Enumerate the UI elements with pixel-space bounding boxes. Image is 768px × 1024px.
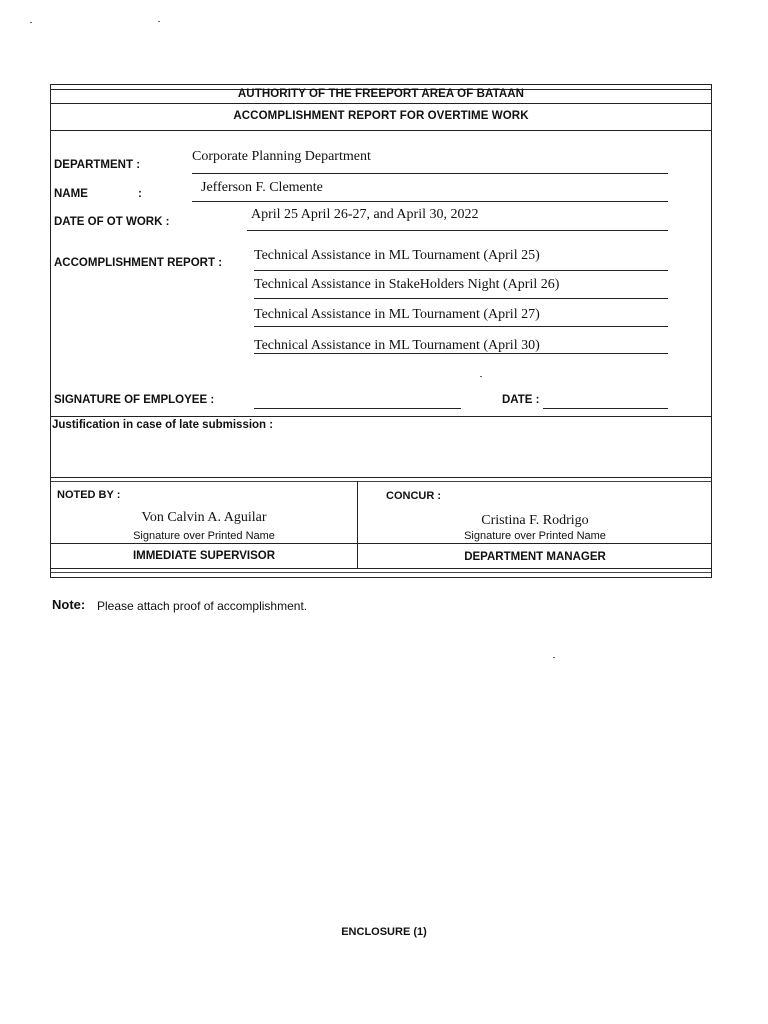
overtime-report-form [50, 84, 712, 578]
form-bottom-rule-1 [51, 568, 711, 569]
concur-label: CONCUR : [386, 490, 441, 502]
form-bottom-rule-2 [51, 572, 711, 573]
justification-label: Justification in case of late submission : [52, 419, 274, 431]
name-label: NAME [54, 188, 88, 200]
name-colon: : [138, 188, 142, 200]
department-value: Corporate Planning Department [192, 149, 371, 164]
note-label: Note: [52, 597, 86, 612]
accomplishment-item: Technical Assistance in ML Tournament (April 25) [254, 248, 540, 263]
signature-date-label: DATE : [502, 394, 540, 406]
employee-signature-line [254, 408, 461, 409]
report-title: ACCOMPLISHMENT REPORT FOR OVERTIME WORK [233, 110, 529, 122]
scan-speck [553, 657, 555, 658]
accomplishment-underline [254, 298, 668, 299]
employee-signature-label: SIGNATURE OF EMPLOYEE : [54, 394, 215, 406]
organization-title: AUTHORITY OF THE FREEPORT AREA OF BATAAN [237, 88, 525, 100]
justification-bottom-rule-double [51, 481, 711, 482]
header-bottom-rule [51, 130, 711, 131]
name-underline [192, 201, 668, 202]
accomplishment-item: Technical Assistance in ML Tournament (April 27) [254, 307, 540, 322]
accomplishment-item: Technical Assistance in StakeHolders Night (April 26) [254, 277, 560, 292]
note-text: Please attach proof of accomplishment. [97, 599, 308, 613]
accomplishment-underline [254, 270, 668, 271]
signature-date-line [543, 408, 668, 409]
noted-by-label: NOTED BY : [57, 489, 121, 501]
noted-by-role: IMMEDIATE SUPERVISOR [132, 550, 276, 562]
enclosure-label: ENCLOSURE (1) [341, 926, 427, 938]
accomplishment-underline [254, 326, 668, 327]
noted-by-name: Von Calvin A. Aguilar [141, 510, 267, 525]
scan-speck [158, 21, 160, 22]
justification-top-rule [51, 416, 711, 417]
justification-bottom-rule [51, 477, 711, 478]
department-underline [192, 173, 668, 174]
accomplishment-underline [254, 353, 668, 354]
concur-caption: Signature over Printed Name [464, 530, 606, 542]
ot-date-underline [247, 230, 668, 231]
ot-date-value: April 25 April 26-27, and April 30, 2022 [251, 207, 479, 222]
name-value: Jefferson F. Clemente [201, 180, 323, 195]
scan-speck [30, 22, 32, 23]
concur-role: DEPARTMENT MANAGER [464, 551, 606, 563]
noted-by-caption: Signature over Printed Name [133, 530, 275, 542]
accomplishment-label: ACCOMPLISHMENT REPORT : [54, 257, 223, 269]
header-divider [51, 103, 711, 104]
ot-date-label: DATE OF OT WORK : [54, 216, 170, 228]
accomplishment-item: Technical Assistance in ML Tournament (April 30) [254, 338, 540, 353]
department-label: DEPARTMENT : [54, 159, 141, 171]
concur-name: Cristina F. Rodrigo [481, 513, 589, 528]
roles-top-rule [51, 543, 711, 544]
